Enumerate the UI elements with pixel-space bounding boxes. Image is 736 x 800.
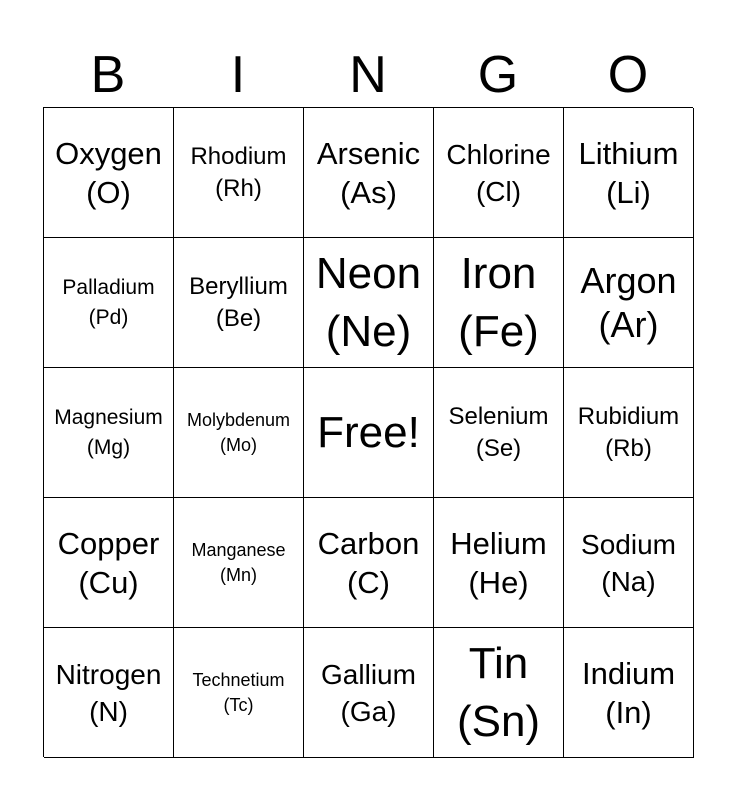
element-symbol: (Mo) — [220, 434, 257, 455]
element-name: Lithium — [578, 135, 679, 171]
element-symbol: (Cl) — [475, 175, 522, 207]
element-name: Rhodium — [190, 142, 287, 170]
bingo-cell[interactable] — [174, 108, 304, 238]
element-symbol: (As) — [340, 174, 397, 210]
element-name: Rubidium — [577, 402, 680, 430]
element-name: Indium — [581, 655, 676, 691]
element-symbol: (O) — [86, 174, 131, 210]
element-symbol: (C) — [346, 564, 391, 600]
element-symbol: (In) — [605, 694, 652, 730]
bingo-cell[interactable] — [44, 238, 174, 368]
element-symbol: (Li) — [606, 174, 651, 210]
element-symbol: (Fe) — [458, 306, 539, 356]
bingo-cell[interactable] — [304, 498, 434, 628]
element-name: Molybdenum — [186, 409, 291, 430]
element-symbol: (Rh) — [215, 174, 262, 202]
header-letter-o: O — [607, 46, 649, 104]
free-space-cell[interactable] — [304, 368, 434, 498]
element-symbol: (Se) — [475, 434, 522, 462]
element-name: Iron — [460, 248, 537, 298]
header-letter-g: G — [477, 46, 519, 104]
element-symbol: (Be) — [215, 304, 262, 332]
bingo-cell[interactable] — [564, 628, 694, 758]
element-name: Magnesium — [54, 405, 163, 429]
bingo-cell[interactable] — [564, 368, 694, 498]
element-symbol: (He) — [468, 564, 529, 600]
bingo-board — [43, 107, 693, 757]
element-symbol: (Tc) — [223, 694, 254, 715]
element-name: Selenium — [448, 402, 549, 430]
element-symbol: (Mg) — [86, 435, 131, 459]
bingo-header — [43, 44, 693, 106]
element-name: Gallium — [321, 658, 416, 690]
bingo-cell[interactable] — [434, 108, 564, 238]
bingo-cell[interactable] — [564, 238, 694, 368]
element-symbol: (Ne) — [325, 306, 412, 356]
header-letter-b: B — [90, 46, 126, 104]
header-letter-i: I — [230, 46, 246, 104]
element-name: Manganese — [191, 539, 286, 560]
element-symbol: (N) — [89, 695, 128, 727]
element-symbol: (Rb) — [605, 434, 652, 462]
bingo-cell[interactable] — [44, 108, 174, 238]
element-name: Beryllium — [189, 272, 288, 300]
element-symbol: (Cu) — [78, 564, 139, 600]
header-letter-n: N — [349, 46, 387, 104]
bingo-cell[interactable] — [174, 628, 304, 758]
element-symbol: (Sn) — [456, 696, 541, 746]
bingo-cell[interactable] — [434, 238, 564, 368]
bingo-cell[interactable] — [174, 498, 304, 628]
bingo-cell[interactable] — [434, 628, 564, 758]
bingo-cell[interactable] — [174, 368, 304, 498]
bingo-cell[interactable] — [304, 108, 434, 238]
element-symbol: (Na) — [601, 565, 656, 597]
bingo-cell[interactable] — [434, 368, 564, 498]
bingo-cell[interactable] — [564, 498, 694, 628]
element-name: Carbon — [317, 525, 420, 561]
element-name: Tin — [468, 638, 529, 688]
element-name: Chlorine — [446, 138, 551, 170]
bingo-cell[interactable] — [44, 368, 174, 498]
element-symbol: (Pd) — [88, 305, 129, 329]
bingo-cell[interactable] — [44, 628, 174, 758]
element-name: Copper — [57, 525, 160, 561]
element-name: Technetium — [192, 669, 285, 690]
element-name: Helium — [450, 525, 547, 561]
bingo-cell[interactable] — [434, 498, 564, 628]
element-symbol: (Ga) — [340, 695, 397, 727]
bingo-cell[interactable] — [44, 498, 174, 628]
element-name: Arsenic — [316, 135, 421, 171]
element-symbol: (Ar) — [598, 303, 659, 345]
element-name: Palladium — [62, 275, 155, 299]
element-name: Argon — [580, 259, 677, 301]
element-name: Sodium — [581, 528, 676, 560]
free-space-label: Free! — [317, 407, 420, 457]
element-symbol: (Mn) — [220, 564, 257, 585]
bingo-cell[interactable] — [304, 628, 434, 758]
element-name: Neon — [315, 248, 422, 298]
element-name: Oxygen — [55, 135, 162, 171]
bingo-cell[interactable] — [564, 108, 694, 238]
element-name: Nitrogen — [55, 658, 162, 690]
bingo-cell[interactable] — [304, 238, 434, 368]
bingo-cell[interactable] — [174, 238, 304, 368]
